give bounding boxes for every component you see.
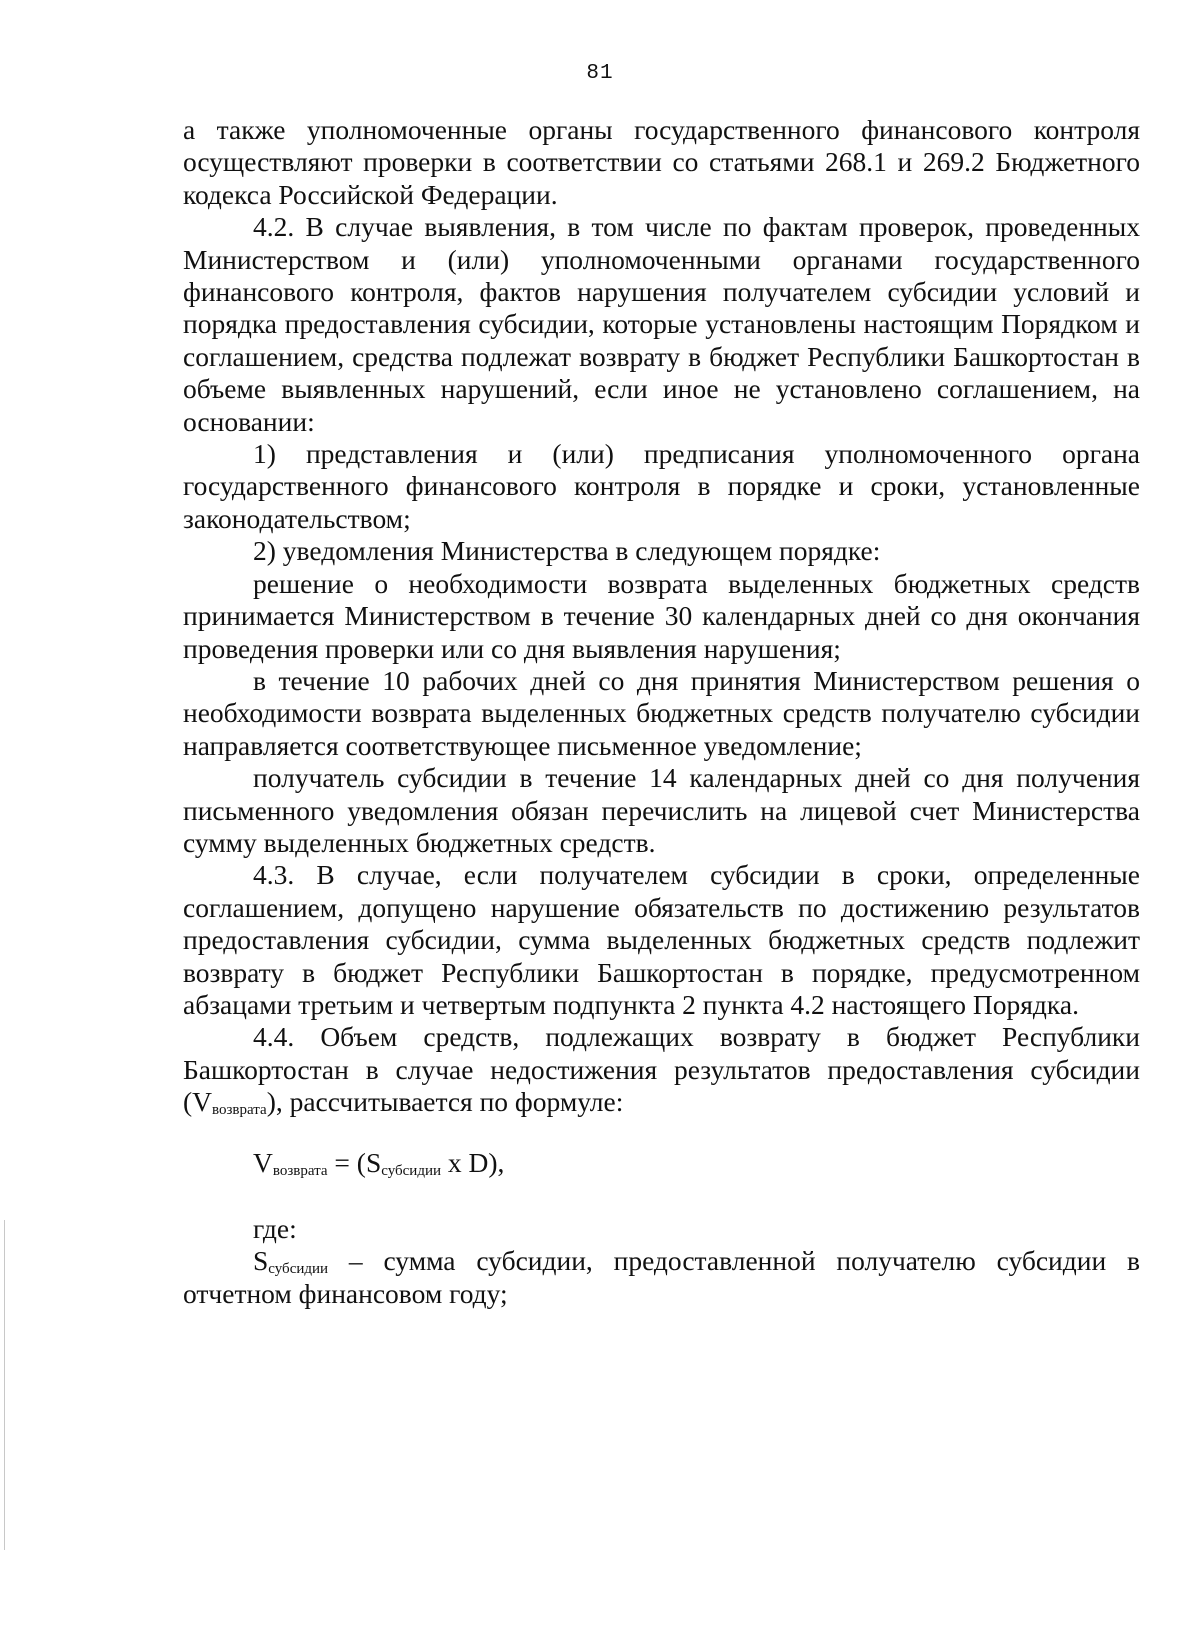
paragraph-recipient-obligation: получатель субсидии в течение 14 календарных дней со дня получения письменного уведомления обязан перечислить на лицевой счет Министерства сумму выделенных бюджетных средств. xyxy=(183,762,1140,858)
formula-v: V xyxy=(253,1146,273,1178)
paragraph-continuation: а также уполномоченные органы государственного финансового контроля осуществляют проверки в соответствии со статьями 268.1 и 269.2 Бюджетного кодекса Российской Федерации. xyxy=(183,114,1140,210)
formula-v-subscript: возврата xyxy=(272,1162,328,1179)
paragraph-4-4-text: 4.4. Объем средств, подлежащих возврату в бюджет Республики Башкортостан в случае недостижения результатов предоставления субсидии (V xyxy=(183,1021,1140,1118)
formula-end: x D), xyxy=(441,1146,505,1178)
definition-s xyxy=(183,1245,1140,1310)
where-label: где: xyxy=(253,1213,297,1244)
document-body xyxy=(183,114,1140,1310)
formula-s-subscript: субсидии xyxy=(381,1162,442,1179)
definition-s-text: – сумма субсидии, предоставленной получателю субсидии в отчетном финансовом году; xyxy=(183,1245,1140,1309)
paragraph-4-2: 4.2. В случае выявления, в том числе по фактам проверок, проведенных Министерством и (или) уполномоченными органами государственного финансового контроля, фактов нарушения получателем субсидии условий и порядка предоставления субсидии, которые установлены настоящим Порядком и соглашением, средства подлежат возврату в бюджет Республики Башкортостан в объеме выявленных нарушений, если иное не установлено соглашением, на основании: xyxy=(183,211,1140,437)
page-number: 81 xyxy=(586,62,614,85)
scan-edge-line xyxy=(4,1220,5,1550)
formula-mid: = (S xyxy=(327,1146,382,1178)
formula xyxy=(253,1147,1140,1179)
paragraph-4-4 xyxy=(183,1021,1140,1118)
paragraph-4-3: 4.3. В случае, если получателем субсидии в сроки, определенные соглашением, допущено нарушение обязательств по достижению результатов предоставления субсидии, сумма выделенных бюджетных средств подлежит возврату в бюджет Республики Башкортостан в порядке, предусмотренном абзацами третьим и четвертым подпункта 2 пункта 4.2 настоящего Порядка. xyxy=(183,859,1140,1020)
paragraph-item-2: 2) уведомления Министерства в следующем порядке: xyxy=(253,535,881,567)
paragraph-decision: решение о необходимости возврата выделенных бюджетных средств принимается Министерством в течение 30 календарных дней со дня окончания проведения проверки или со дня выявления нарушения; xyxy=(183,567,1140,664)
paragraph-4-4-tail: ), рассчитывается по формуле: xyxy=(266,1086,624,1118)
paragraph-notification: в течение 10 рабочих дней со дня принятия Министерством решения о необходимости возврата выделенных бюджетных средств получателю субсидии направляется соответствующее письменное уведомление; xyxy=(183,664,1140,761)
definition-s-symbol: S xyxy=(253,1245,269,1277)
definition-s-subscript: субсидии xyxy=(268,1261,329,1278)
paragraph-4-4-subscript: возврата xyxy=(212,1102,267,1119)
paragraph-item-1: 1) представления и (или) предписания уполномоченного органа государственного финансового контроля в порядке и сроки, установленные законодательством; xyxy=(183,438,1140,534)
